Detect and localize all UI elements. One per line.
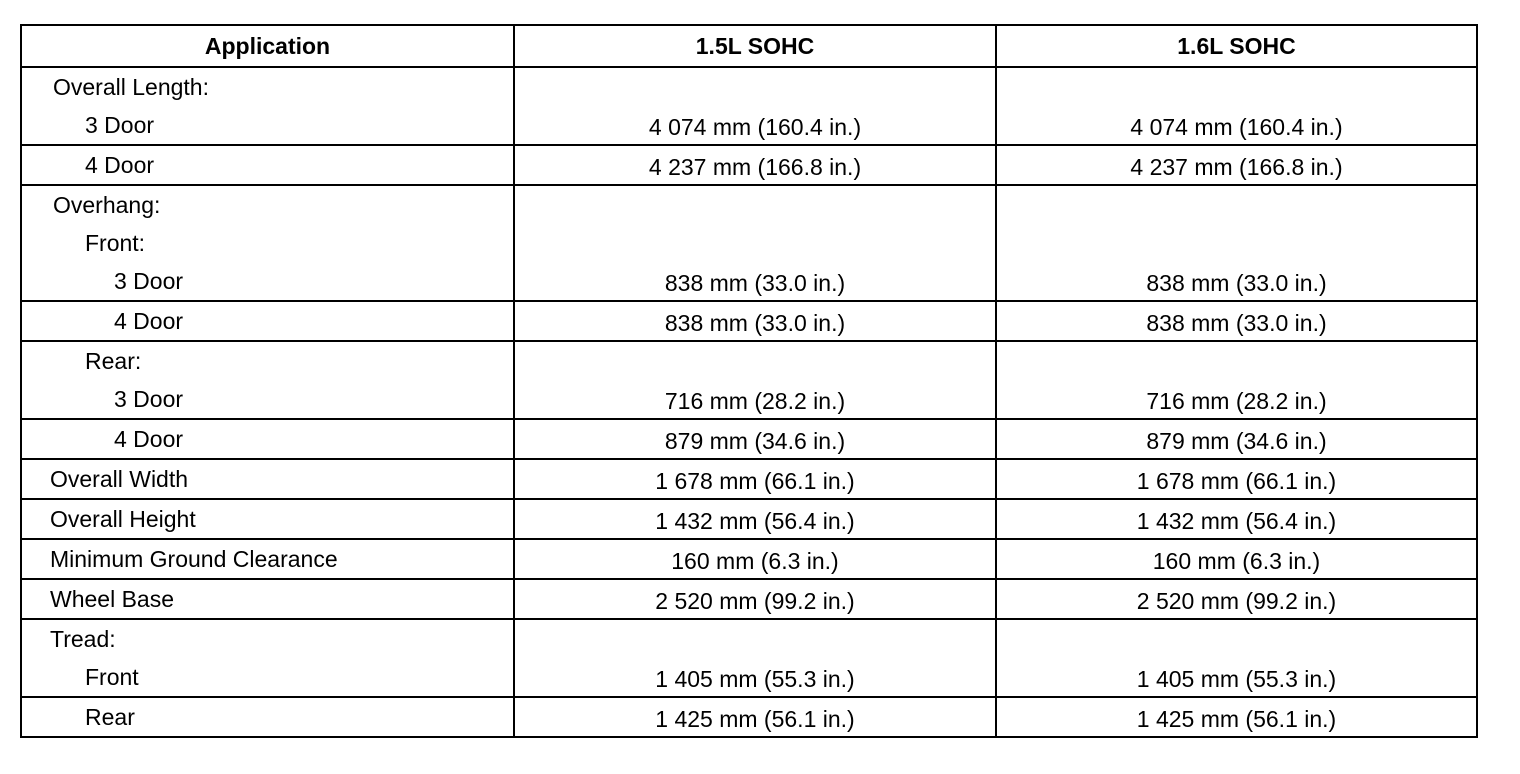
value-1-6l: 838 mm (33.0 in.): [996, 185, 1477, 301]
application-cell: [21, 67, 514, 145]
dimensions-table: [20, 24, 1478, 738]
value-1-5l: 838 mm (33.0 in.): [514, 185, 996, 301]
row-group-label: Overall Length:: [53, 74, 209, 100]
value-1-6l: 716 mm (28.2 in.): [996, 341, 1477, 419]
table-row: [21, 619, 1477, 697]
value-1-6l: 838 mm (33.0 in.): [996, 301, 1477, 341]
value-1-6l: 1 425 mm (56.1 in.): [996, 697, 1477, 737]
header-application: Application: [21, 25, 514, 67]
application-cell: [21, 185, 514, 301]
table-row: [21, 697, 1477, 737]
table-row: [21, 145, 1477, 185]
value-1-5l: 1 405 mm (55.3 in.): [514, 619, 996, 697]
row-label: Overall Width: [50, 466, 189, 492]
application-cell: [21, 145, 514, 185]
header-1-5l-sohc: 1.5L SOHC: [514, 25, 996, 67]
value-1-5l: 716 mm (28.2 in.): [514, 341, 996, 419]
application-cell: [21, 499, 514, 539]
header-1-6l-sohc: 1.6L SOHC: [996, 25, 1477, 67]
value-1-5l: 1 432 mm (56.4 in.): [514, 499, 996, 539]
table-row: [21, 579, 1477, 619]
row-label: 4 Door: [114, 308, 184, 334]
application-cell: [21, 459, 514, 499]
value-1-5l: 160 mm (6.3 in.): [514, 539, 996, 579]
row-label: Rear: [85, 704, 135, 730]
application-cell: [21, 341, 514, 419]
value-1-6l: 2 520 mm (99.2 in.): [996, 579, 1477, 619]
value-1-6l: 879 mm (34.6 in.): [996, 419, 1477, 459]
table-row: [21, 341, 1477, 419]
application-cell: [21, 419, 514, 459]
row-group-label: Overhang:: [53, 192, 161, 218]
row-label: 3 Door: [85, 112, 155, 138]
value-1-5l: 2 520 mm (99.2 in.): [514, 579, 996, 619]
table-row: [21, 539, 1477, 579]
row-label: Wheel Base: [50, 586, 175, 612]
value-1-6l: 160 mm (6.3 in.): [996, 539, 1477, 579]
application-cell: [21, 301, 514, 341]
application-cell: [21, 619, 514, 697]
row-label: 3 Door: [114, 268, 184, 294]
application-cell: [21, 579, 514, 619]
table-row: [21, 419, 1477, 459]
table-row: [21, 459, 1477, 499]
row-label: 4 Door: [114, 426, 184, 452]
table-row: [21, 301, 1477, 341]
row-group-label: Tread:: [50, 626, 116, 652]
row-label: 4 Door: [85, 152, 155, 178]
row-subgroup-label: Rear:: [85, 348, 142, 374]
application-cell: [21, 539, 514, 579]
row-label: Front: [85, 664, 139, 690]
row-label: 3 Door: [114, 386, 184, 412]
value-1-6l: 1 405 mm (55.3 in.): [996, 619, 1477, 697]
row-label: Overall Height: [50, 506, 196, 532]
value-1-5l: 4 237 mm (166.8 in.): [514, 145, 996, 185]
value-1-6l: 4 074 mm (160.4 in.): [996, 67, 1477, 145]
value-1-6l: 1 678 mm (66.1 in.): [996, 459, 1477, 499]
row-label: Minimum Ground Clearance: [50, 546, 338, 572]
value-1-5l: 4 074 mm (160.4 in.): [514, 67, 996, 145]
table-row: [21, 67, 1477, 145]
header-row: [21, 25, 1477, 67]
table-row: [21, 499, 1477, 539]
value-1-6l: 4 237 mm (166.8 in.): [996, 145, 1477, 185]
application-cell: [21, 697, 514, 737]
table-row: [21, 185, 1477, 301]
value-1-5l: 838 mm (33.0 in.): [514, 301, 996, 341]
row-subgroup-label: Front:: [85, 230, 146, 256]
value-1-5l: 1 678 mm (66.1 in.): [514, 459, 996, 499]
value-1-5l: 1 425 mm (56.1 in.): [514, 697, 996, 737]
value-1-5l: 879 mm (34.6 in.): [514, 419, 996, 459]
value-1-6l: 1 432 mm (56.4 in.): [996, 499, 1477, 539]
